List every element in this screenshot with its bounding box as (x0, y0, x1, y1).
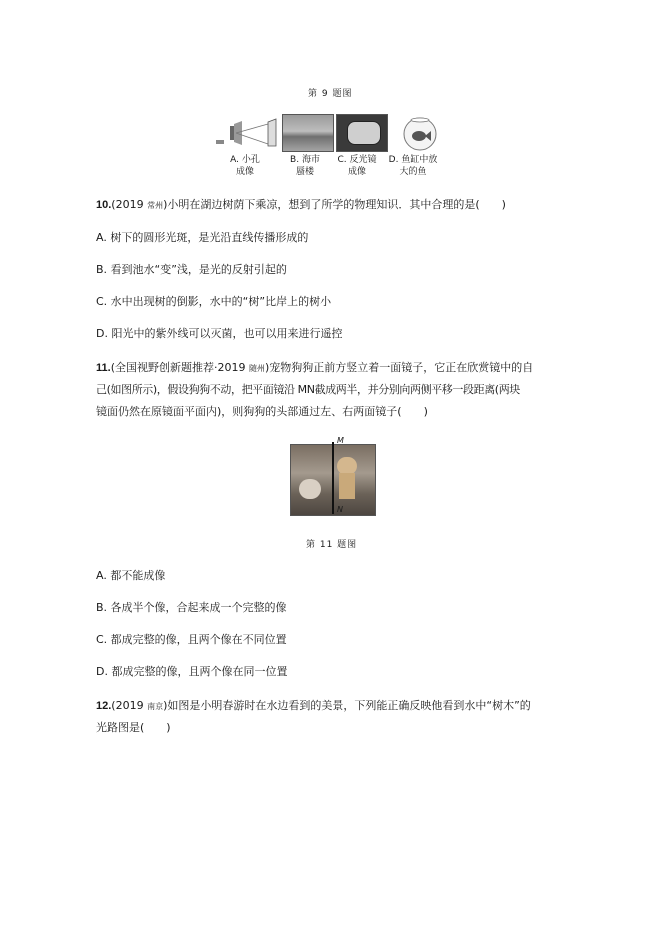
question-10-option-c: C. 水中出现树的倒影，水中的“树”比岸上的树小 (96, 295, 332, 308)
question-11-stem-line1: 11.(全国视野创新题推荐·2019 随州)宠物狗狗正前方竖立着一面镜子，它正在欣赏镜中的自 (96, 361, 534, 374)
fig9-label-d: D. 鱼缸中放 大的鱼 (388, 155, 438, 177)
question-10-option-d: D. 阳光中的紫外线可以灭菌，也可以用来进行遥控 (96, 327, 343, 340)
question-10-option-a: A. 树下的圆形光斑，是光沿直线传播形成的 (96, 231, 309, 244)
fig11-caption: 第 11 题图 (306, 540, 358, 550)
question-11-option-d: D. 都成完整的像，且两个像在同一位置 (96, 665, 288, 678)
fishbowl-image (398, 112, 442, 152)
question-11-stem-line3: 镜面仍然在原镜面平面内)，则狗狗的头部通过左、右两面镜子( ) (96, 405, 428, 418)
question-10-option-b: B. 看到池水“变”浅，是光的反射引起的 (96, 263, 287, 276)
mirage-photo (282, 114, 334, 152)
fig9-figure (212, 112, 446, 152)
question-10-stem: 10.(2019 常州)小明在湖边树荫下乘凉，想到了所学的物理知识．其中合理的是( ) (96, 198, 506, 211)
question-11-option-b: B. 各成半个像，合起来成一个完整的像 (96, 601, 287, 614)
fig9-label-c: C. 反光镜 成像 (337, 155, 377, 177)
question-11-stem-line2: 己(如图所示)，假设狗狗不动，把平面镜沿 MN截成两半，并分别向两侧平移一段距离(两块 (96, 383, 520, 396)
fig9-label-b: B. 海市 蜃楼 (290, 155, 320, 177)
rearview-mirror-photo (336, 114, 388, 152)
label-m: M (337, 436, 344, 445)
fig9-caption: 第 9 题图 (308, 89, 353, 99)
fig11-figure (290, 436, 378, 516)
question-11-option-a: A. 都不能成像 (96, 569, 166, 582)
question-12-stem-line2: 光路图是( ) (96, 721, 171, 734)
label-n: N (337, 505, 343, 514)
question-11-option-c: C. 都成完整的像，且两个像在不同位置 (96, 633, 287, 646)
fig9-label-a: A. 小孔 成像 (230, 155, 260, 177)
pinhole-image (212, 118, 280, 150)
mirror-line-mn (332, 442, 334, 514)
question-12-stem-line1: 12.(2019 南京)如图是小明春游时在水边看到的美景，下列能正确反映他看到水中“树木”的 (96, 699, 531, 712)
